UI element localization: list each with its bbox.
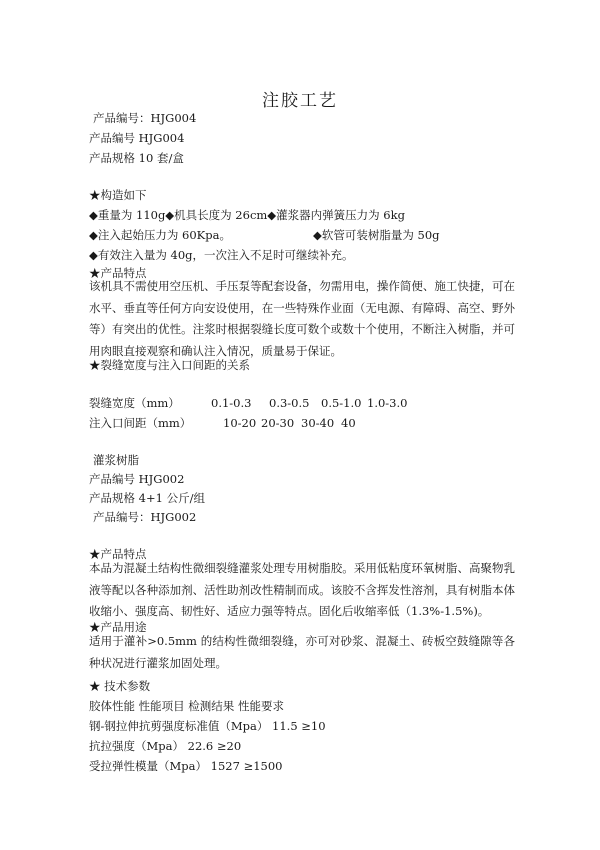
product-name-line: 灌浆树脂	[93, 453, 139, 467]
structure-line: ◆重量为 110g◆机具长度为 26cm◆灌浆器内弹簧压力为 6kg	[89, 208, 405, 222]
crack-width-row	[89, 395, 407, 411]
structure-line: ◆注入起始压力为 60Kpa。	[89, 228, 231, 242]
inlet-spacing-value: 40	[341, 416, 356, 430]
tech-table-header: 胶体性能 性能项目 检测结果 性能要求	[89, 699, 284, 713]
structure-heading: ★构造如下	[89, 188, 147, 202]
crack-width-value: 0.5-1.0	[321, 396, 362, 410]
features-paragraph: 该机具不需使用空压机、手压泵等配套设备，勿需用电，操作简便、施工快捷，可在水平、垂直等任何方向安设使用，在一些特殊作业面（无电源、有障碍、高空、野外等）有突出的优性。注浆时根据裂缝长度可数个或数十个使用，不断注入树脂，并可用肉眼直接观察和确认注入情况，质量易于保证。	[89, 279, 515, 358]
product-code-line: 产品编号：HJG002	[93, 510, 197, 524]
product-code-line: 产品编号：HJG004	[93, 111, 197, 125]
tech-row: 抗拉强度（Mpa） 22.6 ≥20	[89, 739, 242, 753]
crack-width-value: 0.3-0.5	[269, 396, 310, 410]
features-paragraph: 本品为混凝土结构性微细裂缝灌浆处理专用树脂胶。采用低粘度环氧树脂、高聚物乳液等配以各种添加剂、活性助剂改性精制而成。该胶不含挥发性溶剂，具有树脂本体收缩小、强度高、韧性好、适应力强等特点。固化后收缩率低（1.3%-1.5%)。	[89, 561, 515, 618]
inlet-spacing-value: 30-40	[301, 416, 335, 430]
crack-width-value: 0.1-0.3	[211, 396, 252, 410]
structure-line: ◆有效注入量为 40g，一次注入不足时可继续补充。	[89, 248, 354, 262]
crack-width-value: 1.0-3.0	[367, 396, 408, 410]
product-spec-line: 产品规格 4+1 公斤/组	[89, 491, 205, 505]
inlet-spacing-row	[89, 415, 356, 431]
product-code-line: 产品编号 HJG002	[89, 472, 185, 486]
inlet-spacing-value: 20-30	[261, 416, 295, 430]
features-heading: ★产品特点	[89, 547, 147, 561]
relation-heading: ★裂缝宽度与注入口间距的关系	[89, 358, 250, 372]
tech-row: 受拉弹性模量（Mpa） 1527 ≥1500	[89, 759, 283, 773]
inlet-spacing-value: 10-20	[223, 416, 257, 430]
features-heading: ★产品特点	[89, 266, 147, 280]
crack-width-label: 裂缝宽度（mm）	[89, 396, 180, 410]
product-spec-line: 产品规格 10 套/盒	[89, 151, 184, 165]
tech-row: 钢-钢拉伸抗剪强度标准值（Mpa） 11.5 ≥10	[89, 719, 326, 733]
product-code-line: 产品编号 HJG004	[89, 131, 185, 145]
page-title: 注胶工艺	[262, 91, 338, 111]
usage-heading: ★产品用途	[89, 620, 147, 634]
inlet-spacing-label: 注入口间距（mm）	[89, 416, 192, 430]
structure-line: ◆软管可装树脂量为 50g	[313, 228, 440, 242]
tech-heading: ★ 技术参数	[89, 679, 151, 693]
usage-paragraph: 适用于灌补>0.5mm 的结构性微细裂缝，亦可对砂浆、混凝土、砖板空鼓缝隙等各种状况进行灌浆加固处理。	[89, 634, 515, 670]
